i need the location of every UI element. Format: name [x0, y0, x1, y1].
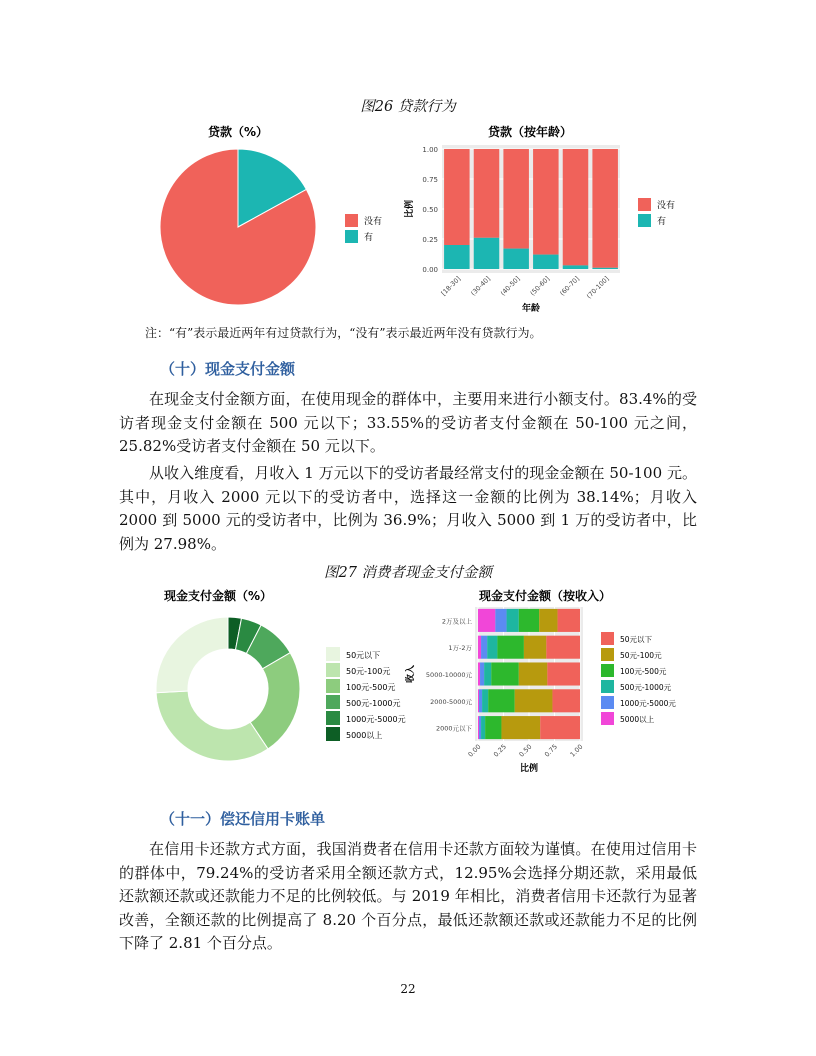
bar-segment	[497, 636, 524, 659]
y-tick-label: 2000-5000元	[430, 697, 472, 706]
section11-para1: 在信用卡还款方式方面，我国消费者在信用卡还款方面较为谨慎。在使用过信用卡的群体中，79.24%的受访者采用全额还款方式，12.95%会选择分期还款，采用最低还款额还款或还款能力不足的比例较低。与 2019 年相比，消费者信用卡还款行为显著改善，全额还款的比例提高了 8.20 个百分点，最低还款额还款或还款能力不足的比例下降了 2.81 个百分点。	[119, 840, 697, 952]
bar-segment-no	[563, 149, 589, 265]
bar-segment-yes	[592, 268, 618, 269]
legend-swatch	[638, 198, 651, 211]
x-tick-label: 0.50	[517, 742, 534, 759]
legend-swatch	[326, 727, 340, 741]
legend-label: 50元-100元	[346, 667, 391, 676]
bar-segment	[478, 716, 479, 739]
bar-segment	[495, 609, 506, 632]
legend-swatch	[326, 663, 340, 677]
legend-swatch	[601, 680, 614, 693]
legend-label: 没有	[657, 201, 676, 211]
legend-label: 50元以下	[346, 651, 381, 660]
section10-para1: 在现金支付金额方面，在使用现金的群体中，主要用来进行小额支付。83.4%的受访者现金支付金额在 500 元以下；33.55%的受访者支付金额在 50-100 元之间，25.82%受访者支付金额在 50 元以下。	[119, 390, 697, 455]
section11-heading: （十一）偿还信用卡账单	[160, 810, 326, 828]
bar-segment	[540, 716, 580, 739]
y-tick-label: 0.50	[422, 206, 438, 214]
legend-label: 1000元-5000元	[346, 715, 406, 724]
legend-label: 1000元-5000元	[620, 699, 676, 708]
legend-label: 500元-1000元	[620, 683, 672, 692]
y-tick-label: 2000元以下	[435, 724, 472, 733]
x-axis-label: 年龄	[521, 304, 541, 313]
legend-label: 500元-1000元	[346, 699, 401, 708]
bar-segment	[481, 716, 485, 739]
figure26-title: 图26 贷款行为	[360, 99, 456, 115]
loan-pie-title: 贷款（%）	[207, 125, 269, 139]
bar-segment	[478, 636, 481, 659]
bar-segment	[519, 609, 539, 632]
bar-segment	[482, 689, 488, 712]
legend-swatch	[638, 214, 651, 227]
bar-segment	[539, 609, 557, 632]
legend-swatch	[326, 647, 340, 661]
x-tick-label: (50-60]	[528, 274, 552, 298]
loan-pie-chart	[140, 118, 410, 308]
bar-segment	[478, 689, 479, 712]
x-tick-label: 0.25	[492, 742, 508, 759]
legend-swatch	[601, 696, 614, 709]
x-tick-label: (70-100]	[585, 274, 611, 301]
y-tick-label: 1万-2万	[448, 644, 472, 653]
bar-segment	[491, 662, 519, 685]
bar-segment	[480, 662, 484, 685]
bar-segment	[558, 609, 580, 632]
y-tick-label: 5000-10000元	[425, 671, 472, 679]
legend-swatch	[601, 648, 614, 661]
x-tick-label: 0.75	[543, 742, 559, 759]
legend-label: 有	[657, 217, 667, 227]
y-tick-label: 0.25	[422, 236, 438, 244]
x-tick-label: (60-70]	[558, 274, 581, 298]
legend-swatch	[345, 230, 358, 243]
bar-segment-yes	[474, 238, 500, 269]
bar-segment	[481, 636, 487, 659]
bar-segment-no	[533, 149, 559, 255]
bar-segment	[519, 662, 548, 685]
bar-segment	[479, 716, 481, 739]
bar-segment-yes	[444, 245, 470, 269]
legend-label: 100元-500元	[620, 667, 667, 676]
bar-segment-yes	[563, 265, 589, 269]
legend-swatch	[345, 214, 358, 227]
bar-segment-no	[592, 149, 618, 268]
x-tick-label: (30-40]	[469, 274, 492, 298]
bar-segment	[478, 609, 495, 632]
section10-para2: 从收入维度看，月收入 1 万元以下的受访者最经常支付的现金金额在 50-100 元。其中，月收入 2000 元以下的受访者中，选择这一金额的比例为 38.14%；月收入 2000 到 5000 元的受访者中，比例为 36.9%；月收入 5000 到 1 万的受访者中，比例为 27.98%。	[119, 464, 697, 553]
loan-bar-title: 贷款（按年龄）	[487, 125, 573, 139]
cash-by-income-bar-chart	[405, 585, 695, 780]
legend-swatch	[326, 679, 340, 693]
legend-swatch	[326, 695, 340, 709]
legend-label: 5000以上	[346, 731, 383, 740]
bar-segment	[552, 689, 580, 712]
bar-segment	[546, 636, 580, 659]
bar-segment	[479, 689, 482, 712]
bar-segment	[478, 662, 480, 685]
y-axis-label: 比例	[405, 199, 415, 219]
figure26-note: 注：“有”表示最近两年有过贷款行为，“没有”表示最近两年没有贷款行为。	[145, 326, 542, 340]
x-tick-label: 1.00	[568, 742, 585, 759]
legend-label: 100元-500元	[346, 683, 396, 692]
bar-segment	[485, 716, 501, 739]
loan-by-age-bar-chart	[400, 118, 700, 313]
y-tick-label: 0.75	[422, 176, 438, 184]
y-axis-label: 收入	[406, 664, 416, 684]
y-tick-label: 0.00	[422, 266, 438, 274]
donut-slice	[156, 617, 228, 693]
legend-swatch	[601, 712, 614, 725]
bar-segment-no	[503, 149, 529, 249]
donut-slice	[156, 691, 268, 761]
bar-segment	[547, 662, 580, 685]
page-number: 22	[400, 982, 416, 996]
legend-label: 50元-100元	[620, 651, 662, 660]
cash-donut-title: 现金支付金额（%）	[163, 589, 273, 603]
bar-segment	[507, 609, 519, 632]
y-tick-label: 1.00	[422, 146, 438, 154]
bar-segment-no	[474, 149, 500, 238]
x-axis-label: 比例	[519, 764, 539, 774]
bar-segment	[487, 636, 497, 659]
y-tick-label: 2万及以上	[441, 617, 472, 626]
x-tick-label: [18-30]	[439, 274, 463, 298]
bar-segment-yes	[533, 255, 559, 269]
bar-segment-no	[444, 149, 470, 245]
bar-segment	[488, 689, 515, 712]
bar-segment	[484, 662, 491, 685]
legend-swatch	[601, 632, 614, 645]
legend-label: 没有	[364, 217, 383, 227]
legend-swatch	[326, 711, 340, 725]
cash-donut-chart	[140, 585, 420, 770]
legend-label: 5000以上	[620, 715, 655, 724]
legend-swatch	[601, 664, 614, 677]
bar-segment	[515, 689, 553, 712]
bar-segment	[501, 716, 540, 739]
bar-segment	[524, 636, 546, 659]
bar-segment-yes	[503, 249, 529, 269]
section10-heading: （十）现金支付金额	[160, 360, 296, 378]
x-tick-label: 0.00	[466, 742, 483, 759]
legend-label: 50元以下	[620, 635, 653, 644]
cash-bar-title: 现金支付金额（按收入）	[478, 589, 612, 603]
legend-label: 有	[364, 233, 374, 243]
x-tick-label: (40-50]	[498, 274, 522, 298]
figure27-title: 图27 消费者现金支付金额	[323, 565, 493, 581]
